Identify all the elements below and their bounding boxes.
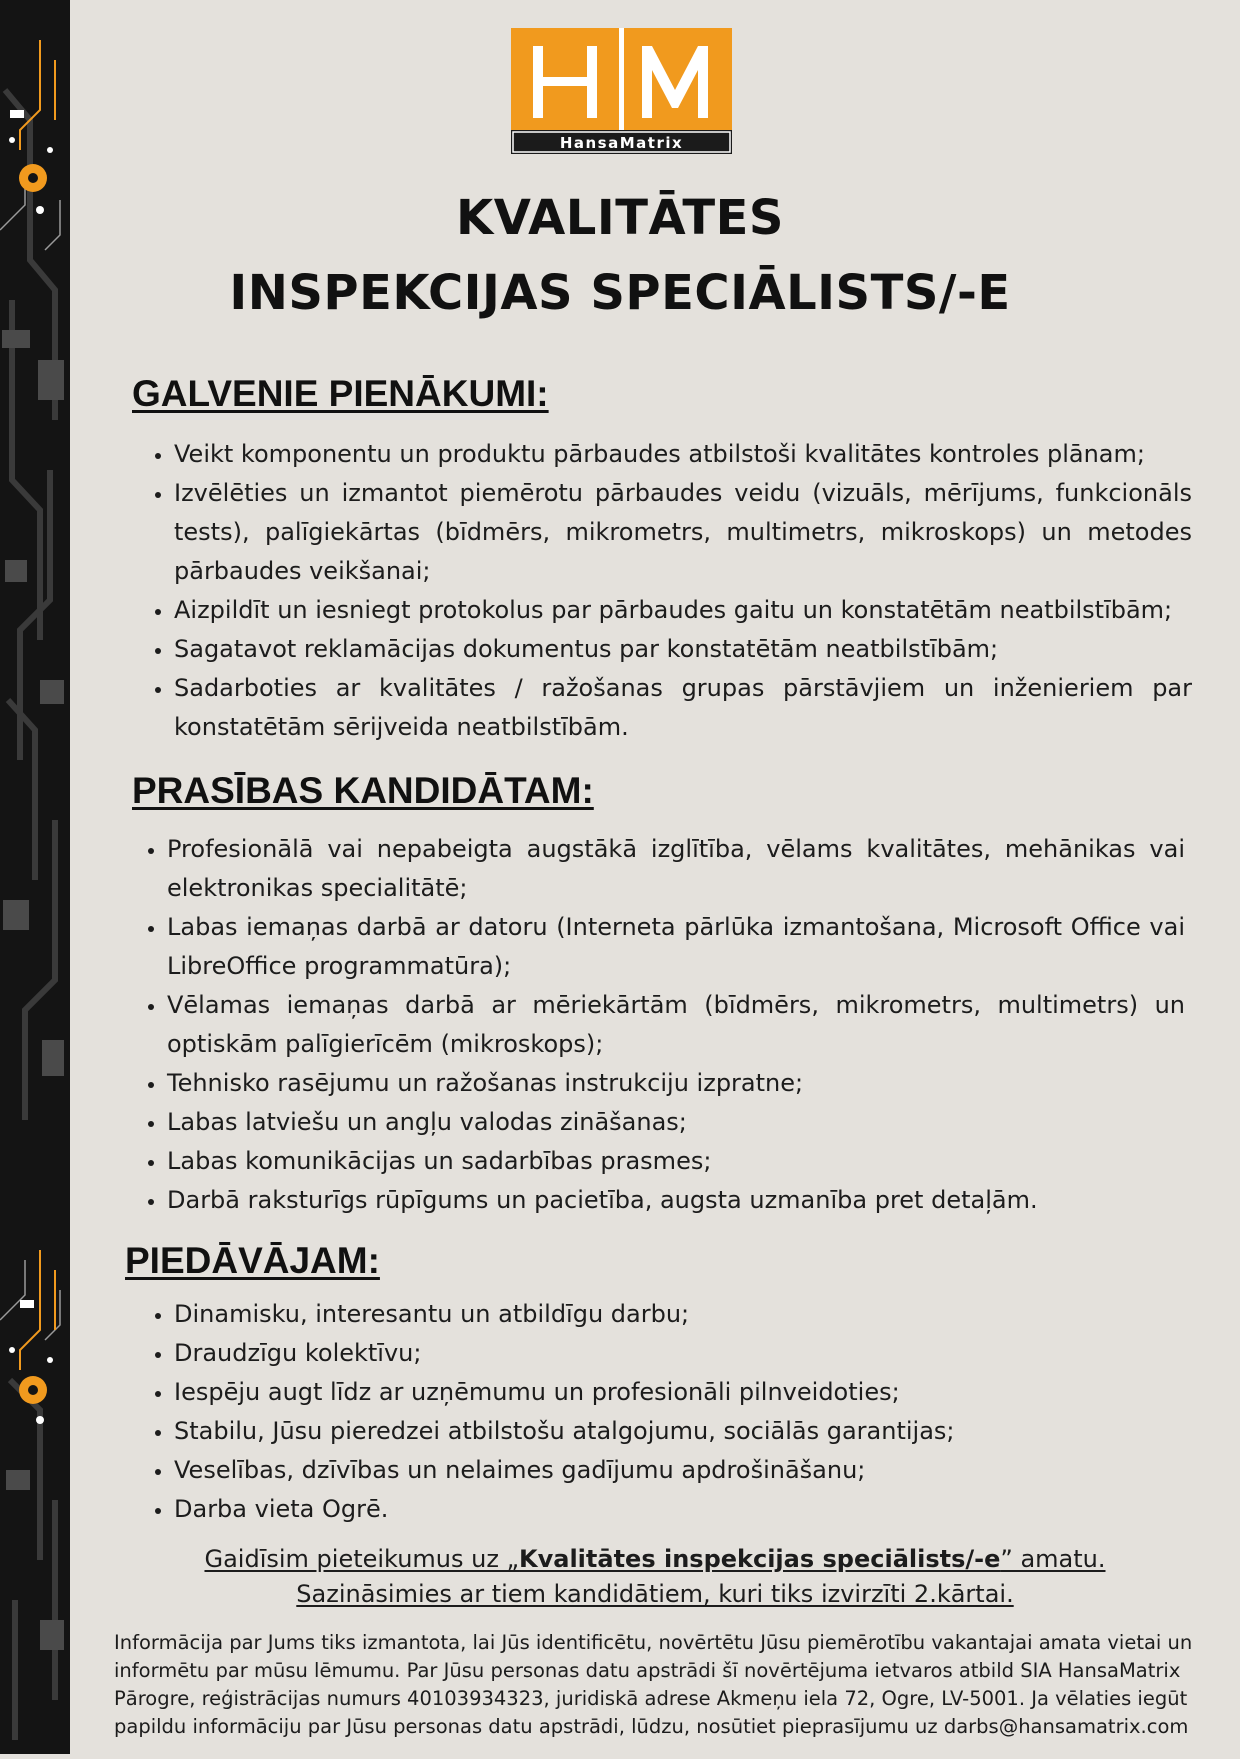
requirement-item: • Darbā raksturīgs rūpīgums un pacietība, augsta uzmanība pret detaļām. bbox=[167, 1181, 1185, 1220]
duty-item: • Sagatavot reklamācijas dokumentus par konstatētām neatbilstībām; bbox=[174, 630, 1192, 669]
offer-item: • Veselības, dzīvības un nelaimes gadījumu apdrošināšanu; bbox=[174, 1451, 1192, 1490]
requirement-item: • Labas komunikācijas un sadarbības prasmes; bbox=[167, 1142, 1185, 1181]
job-title-line-2: INSPEKCIJAS SPECIĀLISTS/-E bbox=[229, 265, 1011, 321]
duties-list bbox=[132, 435, 1192, 747]
duty-item: • Veikt komponentu un produktu pārbaudes atbilstoši kvalitātes kontroles plānam; bbox=[174, 435, 1192, 474]
offer-item: • Dinamisku, interesantu un atbildīgu darbu; bbox=[174, 1295, 1192, 1334]
svg-text:HansaMatrix: HansaMatrix bbox=[559, 134, 684, 152]
duty-item: • Izvēlēties un izmantot piemērotu pārbaudes veidu (vizuāls, mērījums, funkcionāls tests), palīgiekārtas (bīdmērs, mikrometrs, multimetrs, mikroskops) un metodes pārbaudes veikšanai; bbox=[174, 474, 1192, 591]
invite-position: Kvalitātes inspekcijas speciālists/-e bbox=[519, 1545, 1001, 1573]
invite-suffix: ” amatu. bbox=[1000, 1545, 1106, 1573]
duty-item: • Sadarboties ar kvalitātes / ražošanas grupas pārstāvjiem un inženieriem par konstatētām sērijveida neatbilstībām. bbox=[174, 669, 1192, 747]
offer-heading: PIEDĀVĀJAM: bbox=[125, 1240, 380, 1281]
job-title-line-1: KVALITĀTES bbox=[456, 190, 784, 246]
requirement-item: • Labas latviešu un angļu valodas zināšanas; bbox=[167, 1103, 1185, 1142]
application-invite bbox=[70, 1545, 1240, 1573]
requirement-item: • Tehnisko rasējumu un ražošanas instrukciju izpratne; bbox=[167, 1064, 1185, 1103]
requirements-list bbox=[125, 830, 1185, 1220]
requirement-item: • Vēlamas iemaņas darbā ar mēriekārtām (bīdmērs, mikrometrs, multimetrs) un optiskām palīgierīcēm (mikroskops); bbox=[167, 986, 1185, 1064]
selection-note: Sazināsimies ar tiem kandidātiem, kuri tiks izvirzīti 2.kārtai. bbox=[296, 1580, 1014, 1608]
duties-heading: GALVENIE PIENĀKUMI: bbox=[132, 373, 549, 414]
requirement-item: • Labas iemaņas darbā ar datoru (Interneta pārlūka izmantošana, Microsoft Office vai LibreOffice programmatūra); bbox=[167, 908, 1185, 986]
duty-item: • Aizpildīt un iesniegt protokolus par pārbaudes gaitu un konstatētām neatbilstībām; bbox=[174, 591, 1192, 630]
requirement-item: • Profesionālā vai nepabeigta augstākā izglītība, vēlams kvalitātes, mehānikas vai elektronikas specialitātē; bbox=[167, 830, 1185, 908]
invite-prefix: Gaidīsim pieteikumus uz „ bbox=[204, 1545, 520, 1573]
offer-item: • Iespēju augt līdz ar uzņēmumu un profesionāli pilnveidoties; bbox=[174, 1373, 1192, 1412]
circuit-side-strip bbox=[0, 0, 70, 1754]
offer-item: • Darba vieta Ogrē. bbox=[174, 1490, 1192, 1529]
offer-item: • Stabilu, Jūsu pieredzei atbilstošu atalgojumu, sociālās garantijas; bbox=[174, 1412, 1192, 1451]
hansamatrix-logo bbox=[511, 28, 732, 154]
offer-list bbox=[132, 1295, 1192, 1529]
offer-item: • Draudzīgu kolektīvu; bbox=[174, 1334, 1192, 1373]
requirements-heading: PRASĪBAS KANDIDĀTAM: bbox=[132, 770, 594, 811]
privacy-notice: Informācija par Jums tiks izmantota, lai Jūs identificētu, novērtētu Jūsu piemērotību vakantajai amata vietai un informētu par mūsu lēmumu. Par Jūsu personas datu apstrādi šī novērtējuma ietvaros atbild SIA HansaMatrix Pārogre, reģistrācijas numurs 40103934323, juridiskā adrese Akmeņu iela 72, Ogre, LV-5001. Ja vēlaties iegūt papildu informāciju par Jūsu personas datu apstrādi, lūdzu, nosūtiet pieprasījumu uz darbs@hansamatrix.com bbox=[114, 1631, 1193, 1738]
